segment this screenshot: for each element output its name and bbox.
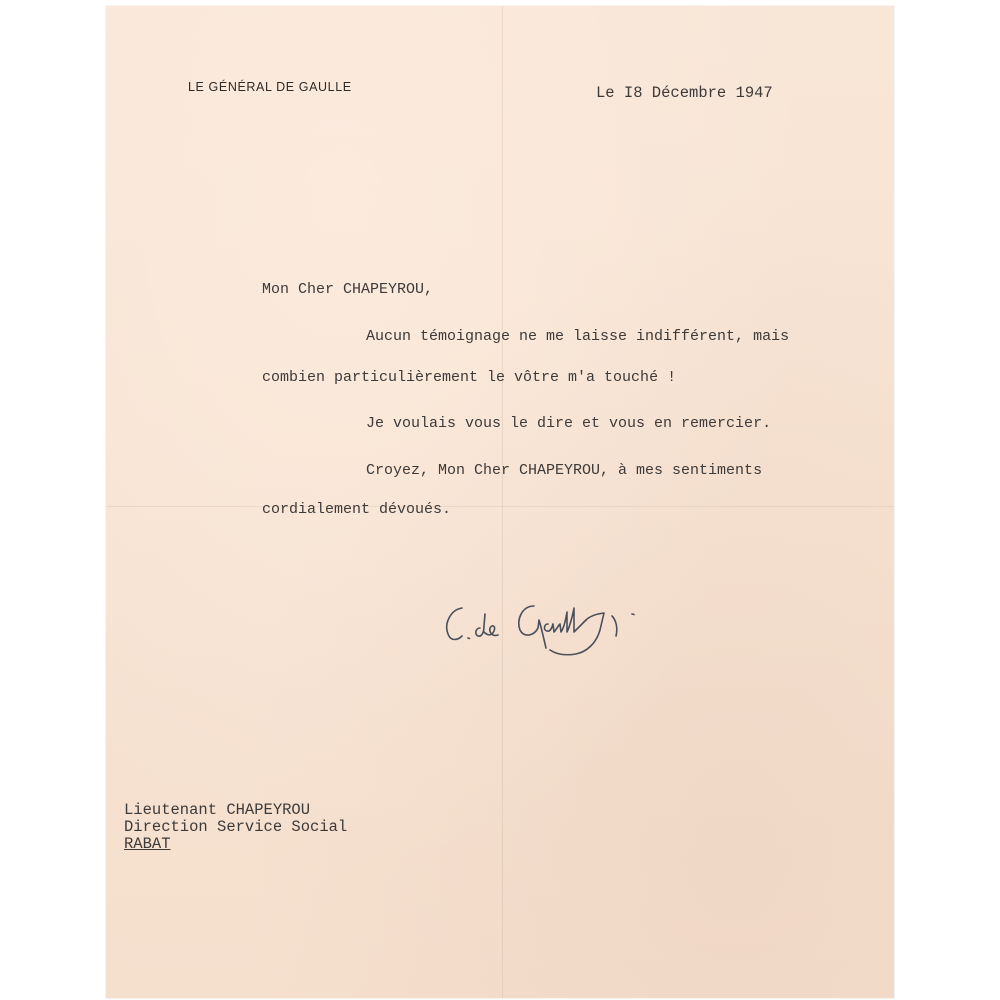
paragraph-3-line-2: cordialement dévoués. bbox=[262, 501, 452, 518]
letterhead: LE GÉNÉRAL DE GAULLE bbox=[188, 80, 352, 94]
recipient-line-2: Direction Service Social bbox=[124, 818, 348, 836]
fold-crease-vertical bbox=[502, 6, 503, 998]
paragraph-1-line-2: combien particulièrement le vôtre m'a touché ! bbox=[262, 369, 677, 386]
paragraph-3-line-1: Croyez, Mon Cher CHAPEYROU, à mes sentiments bbox=[366, 462, 763, 479]
letter-paper bbox=[106, 6, 894, 998]
recipient-line-3: RABAT bbox=[124, 835, 171, 853]
salutation: Mon Cher CHAPEYROU, bbox=[262, 281, 434, 298]
paragraph-2: Je voulais vous le dire et vous en remercier. bbox=[366, 415, 772, 432]
signature-drawing bbox=[436, 586, 696, 666]
handwritten-signature bbox=[436, 586, 696, 666]
letter-date: Le I8 Décembre 1947 bbox=[596, 84, 773, 102]
paragraph-1-line-1: Aucun témoignage ne me laisse indifférent, mais bbox=[366, 328, 790, 345]
fold-crease-horizontal bbox=[106, 506, 894, 507]
recipient-line-1: Lieutenant CHAPEYROU bbox=[124, 801, 311, 819]
